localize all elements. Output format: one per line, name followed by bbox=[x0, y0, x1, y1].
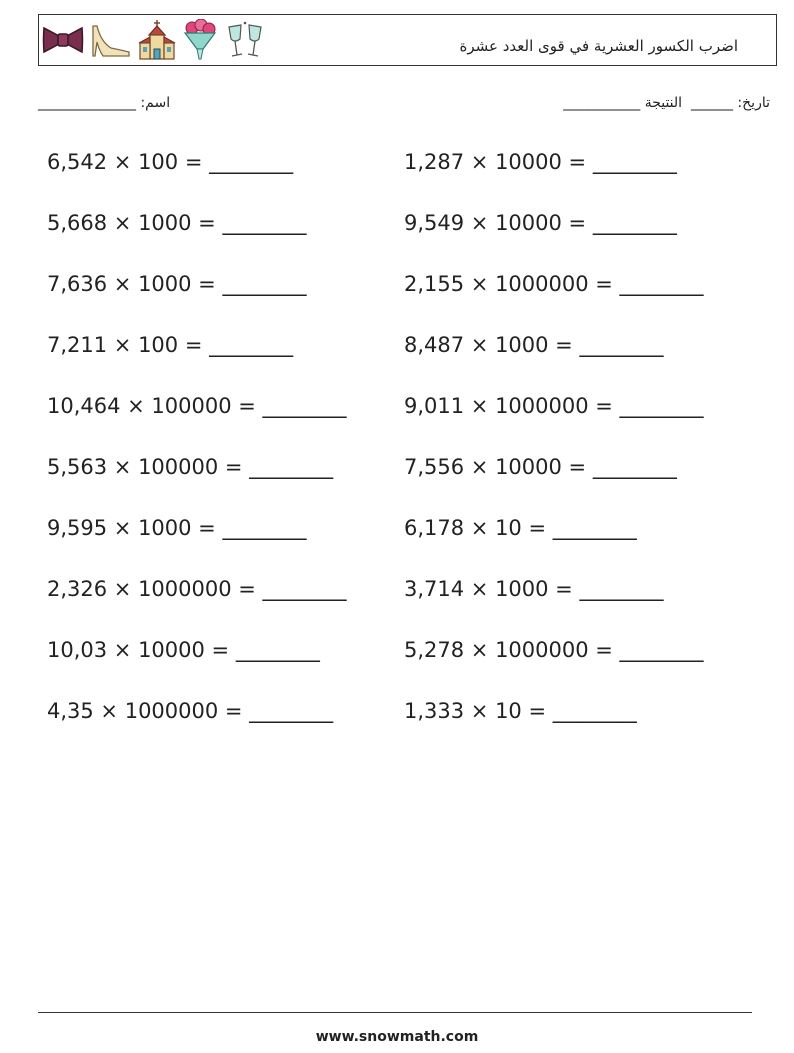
problem-15: 2,326 × 1000000 = ________ bbox=[47, 577, 347, 601]
problem-14: 6,178 × 10 = ________ bbox=[404, 516, 637, 540]
church-icon bbox=[137, 19, 177, 61]
problem-11: 5,563 × 100000 = ________ bbox=[47, 455, 334, 479]
champagne-glasses-icon bbox=[223, 19, 267, 61]
date-score-fields bbox=[563, 95, 770, 111]
problem-1: 6,542 × 100 = ________ bbox=[47, 150, 294, 174]
header-icons bbox=[41, 19, 267, 61]
score-blank: ___________ bbox=[563, 95, 641, 111]
problem-20: 1,333 × 10 = ________ bbox=[404, 699, 637, 723]
date-label: تاريخ: bbox=[737, 95, 770, 111]
problem-6: 2,155 × 1000000 = ________ bbox=[404, 272, 704, 296]
footer-divider bbox=[38, 1012, 752, 1013]
problem-17: 10,03 × 10000 = ________ bbox=[47, 638, 320, 662]
problem-3: 5,668 × 1000 = ________ bbox=[47, 211, 307, 235]
problem-grid bbox=[47, 145, 767, 755]
bow-tie-icon bbox=[41, 20, 85, 60]
problem-8: 8,487 × 1000 = ________ bbox=[404, 333, 664, 357]
footer-url[interactable]: www.snowmath.com bbox=[315, 1029, 479, 1045]
bouquet-icon bbox=[181, 19, 219, 61]
worksheet-title: اضرب الكسور العشرية في قوى العدد عشرة bbox=[459, 37, 738, 55]
high-heel-shoe-icon bbox=[89, 20, 133, 60]
header-box bbox=[38, 14, 777, 66]
problem-10: 9,011 × 1000000 = ________ bbox=[404, 394, 704, 418]
problem-4: 9,549 × 10000 = ________ bbox=[404, 211, 677, 235]
problem-7: 7,211 × 100 = ________ bbox=[47, 333, 294, 357]
problem-18: 5,278 × 1000000 = ________ bbox=[404, 638, 704, 662]
problem-9: 10,464 × 100000 = ________ bbox=[47, 394, 347, 418]
problem-12: 7,556 × 10000 = ________ bbox=[404, 455, 677, 479]
name-label: اسم: bbox=[140, 95, 171, 111]
score-label: النتيجة bbox=[644, 95, 683, 111]
name-field bbox=[38, 95, 170, 111]
problem-13: 9,595 × 1000 = ________ bbox=[47, 516, 307, 540]
problem-16: 3,714 × 1000 = ________ bbox=[404, 577, 664, 601]
problem-19: 4,35 × 1000000 = ________ bbox=[47, 699, 334, 723]
problem-2: 1,287 × 10000 = ________ bbox=[404, 150, 677, 174]
date-blank: ______ bbox=[690, 95, 733, 111]
name-blank: ______________ bbox=[38, 95, 136, 111]
problem-5: 7,636 × 1000 = ________ bbox=[47, 272, 307, 296]
